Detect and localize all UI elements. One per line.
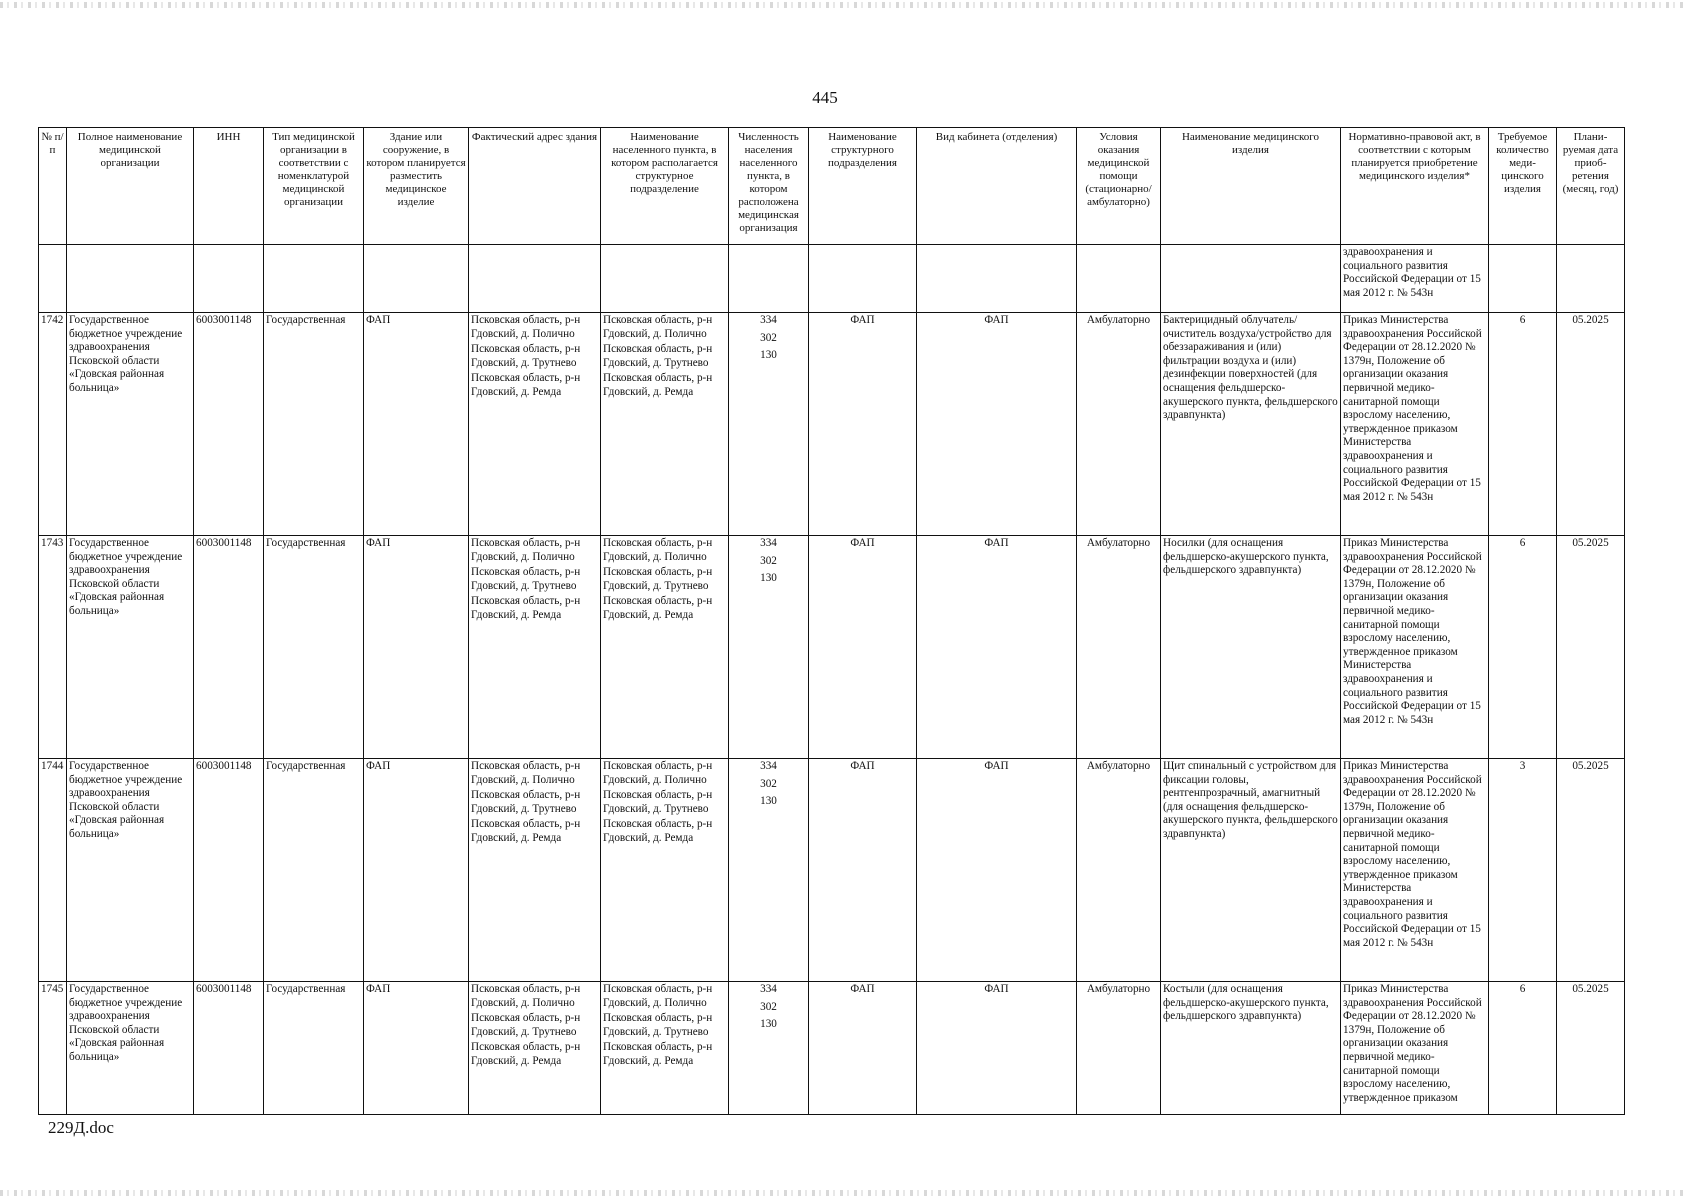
address-line: Псковская область, р-н Гдовский, д. Полично: [603, 983, 713, 1009]
building: ФАП: [364, 982, 469, 1115]
population-value: 130: [760, 795, 777, 808]
address-line: Псковская область, р-н Гдовский, д. Ремда: [471, 372, 581, 398]
building: ФАП: [364, 536, 469, 759]
population-value: 302: [760, 1000, 777, 1013]
population-value: 334: [760, 314, 777, 326]
address-line: Псковская область, р-н Гдовский, д. Полично: [603, 314, 713, 340]
actual-address: [469, 982, 601, 1115]
cabinet-type: ФАП: [917, 759, 1077, 982]
legal-act: Приказ Министерства здравоохранения Российской Федерации от 28.12.2020 № 1379н, Положение об организации оказания первичной медико-санитарной помощи взрослому населению, утвержденное приказом Министерства здравоохранения и социального развития Российской Федерации от 15 мая 2012 г. № 543н: [1341, 536, 1489, 759]
header-cell: Численность населения населенного пункта, в котором расположена медицинская организация: [729, 128, 809, 245]
structural-unit: ФАП: [809, 982, 917, 1115]
quantity: 3: [1489, 759, 1557, 982]
address-line: Псковская область, р-н Гдовский, д. Ремда: [471, 595, 581, 621]
care-conditions: Амбулаторно: [1077, 759, 1161, 982]
planned-date: 05.2025: [1557, 759, 1625, 982]
address-line: Псковская область, р-н Гдовский, д. Трутнево: [471, 789, 581, 815]
planned-date: 05.2025: [1557, 982, 1625, 1115]
device-name: Щит спинальный с устройством для фиксации головы, рентгенпрозрачный, амагнитный (для оснащения фельдшерско-акушерского пункта, фельдшерского здравпункта): [1161, 759, 1341, 982]
org-type: Государственная: [264, 313, 364, 536]
inn: 6003001148: [194, 313, 264, 536]
quantity: 6: [1489, 536, 1557, 759]
cabinet-type: ФАП: [917, 982, 1077, 1115]
care-conditions: Амбулаторно: [1077, 536, 1161, 759]
population-value: 302: [760, 331, 777, 344]
org-name: Государственное бюджетное учреждение здравоохранения Псковской области «Гдовская районная больница»: [67, 982, 194, 1115]
header-cell: Наименование населенного пункта, в котором располагается структурное подразделение: [601, 128, 729, 245]
header-cell: Вид кабинета (отделения): [917, 128, 1077, 245]
device-name: Носилки (для оснащения фельдшерско-акушерского пункта, фельдшерского здравпункта): [1161, 536, 1341, 759]
org-name: Государственное бюджетное учреждение здравоохранения Псковской области «Гдовская районная больница»: [67, 536, 194, 759]
header-cell: Требуемое количество меди-цинского изделия: [1489, 128, 1557, 245]
building: ФАП: [364, 759, 469, 982]
org-type: Государственная: [264, 982, 364, 1115]
legal-act: Приказ Министерства здравоохранения Российской Федерации от 28.12.2020 № 1379н, Положение об организации оказания первичной медико-санитарной помощи взрослому населению, утвержденное приказом: [1341, 982, 1489, 1115]
address-line: Псковская область, р-н Гдовский, д. Полично: [603, 537, 713, 563]
address-line: Псковская область, р-н Гдовский, д. Трутнево: [471, 1012, 581, 1038]
header-cell: № п/п: [39, 128, 67, 245]
population-value: 302: [760, 554, 777, 567]
address-line: Псковская область, р-н Гдовский, д. Трутнево: [603, 1012, 713, 1038]
header-cell: ИНН: [194, 128, 264, 245]
org-type: Государственная: [264, 759, 364, 982]
org-name: Государственное бюджетное учреждение здравоохранения Псковской области «Гдовская районная больница»: [67, 313, 194, 536]
row-number: 1744: [39, 759, 67, 982]
device-name: Костыли (для оснащения фельдшерско-акушерского пункта, фельдшерского здравпункта): [1161, 982, 1341, 1115]
inn: 6003001148: [194, 982, 264, 1115]
table-header-row: [39, 128, 1625, 245]
cabinet-type: ФАП: [917, 313, 1077, 536]
population: [729, 759, 809, 982]
structural-unit: ФАП: [809, 536, 917, 759]
scan-edge-top: [0, 2, 1686, 8]
footer-filename: 229Д.doc: [48, 1118, 114, 1137]
population-value: 130: [760, 1018, 777, 1031]
quantity: 6: [1489, 982, 1557, 1115]
org-type: Государственная: [264, 536, 364, 759]
header-cell: Условия оказания медицинской помощи (стационарно/ амбулаторно): [1077, 128, 1161, 245]
continuation-row: [39, 245, 1625, 313]
address-line: Псковская область, р-н Гдовский, д. Ремда: [603, 818, 713, 844]
planned-date: 05.2025: [1557, 536, 1625, 759]
address-line: Псковская область, р-н Гдовский, д. Ремда: [603, 1041, 713, 1067]
address-line: Псковская область, р-н Гдовский, д. Ремда: [603, 595, 713, 621]
inn: 6003001148: [194, 759, 264, 982]
continuation-act: здравоохранения и социального развития Российской Федерации от 15 мая 2012 г. № 543н: [1341, 245, 1489, 313]
scan-edge-bottom: [0, 1190, 1686, 1196]
population: [729, 982, 809, 1115]
address-line: Псковская область, р-н Гдовский, д. Полично: [603, 760, 713, 786]
population-value: 302: [760, 777, 777, 790]
header-cell: Фактический адрес здания: [469, 128, 601, 245]
actual-address: [469, 536, 601, 759]
population-value: 130: [760, 572, 777, 585]
page-number: 445: [812, 88, 838, 107]
address-line: Псковская область, р-н Гдовский, д. Полично: [471, 983, 581, 1009]
inn: 6003001148: [194, 536, 264, 759]
address-line: Псковская область, р-н Гдовский, д. Ремда: [471, 818, 581, 844]
header-cell: Полное наименование медицинской организации: [67, 128, 194, 245]
legal-act: Приказ Министерства здравоохранения Российской Федерации от 28.12.2020 № 1379н, Положение об организации оказания первичной медико-санитарной помощи взрослому населению, утвержденное приказом Министерства здравоохранения и социального развития Российской Федерации от 15 мая 2012 г. № 543н: [1341, 759, 1489, 982]
actual-address: [469, 313, 601, 536]
address-line: Псковская область, р-н Гдовский, д. Трутнево: [471, 566, 581, 592]
care-conditions: Амбулаторно: [1077, 982, 1161, 1115]
quantity: 6: [1489, 313, 1557, 536]
address-line: Псковская область, р-н Гдовский, д. Полично: [471, 314, 581, 340]
legal-act: Приказ Министерства здравоохранения Российской Федерации от 28.12.2020 № 1379н, Положение об организации оказания первичной медико-санитарной помощи взрослому населению, утвержденное приказом Министерства здравоохранения и социального развития Российской Федерации от 15 мая 2012 г. № 543н: [1341, 313, 1489, 536]
population-value: 130: [760, 349, 777, 362]
settlement-name: [601, 536, 729, 759]
header-cell: Наименование медицинского изделия: [1161, 128, 1341, 245]
table-row: [39, 536, 1625, 759]
equipment-table: [38, 127, 1625, 1115]
address-line: Псковская область, р-н Гдовский, д. Полично: [471, 537, 581, 563]
address-line: Псковская область, р-н Гдовский, д. Ремда: [471, 1041, 581, 1067]
header-cell: Тип медицинской организации в соответствии с номенклатурой медицинской организации: [264, 128, 364, 245]
org-name: Государственное бюджетное учреждение здравоохранения Псковской области «Гдовская районная больница»: [67, 759, 194, 982]
planned-date: 05.2025: [1557, 313, 1625, 536]
actual-address: [469, 759, 601, 982]
address-line: Псковская область, р-н Гдовский, д. Полично: [471, 760, 581, 786]
address-line: Псковская область, р-н Гдовский, д. Трутнево: [603, 566, 713, 592]
row-number: 1742: [39, 313, 67, 536]
device-name: Бактерицидный облучатель/очиститель воздуха/устройство для обеззараживания и (или) фильтрации воздуха и (или) дезинфекции поверхностей (для оснащения фельдшерско-акушерского пункта, фельдшерского здравпункта): [1161, 313, 1341, 536]
table-row: [39, 759, 1625, 982]
structural-unit: ФАП: [809, 759, 917, 982]
table-row: [39, 313, 1625, 536]
settlement-name: [601, 759, 729, 982]
address-line: Псковская область, р-н Гдовский, д. Ремда: [603, 372, 713, 398]
population: [729, 536, 809, 759]
care-conditions: Амбулаторно: [1077, 313, 1161, 536]
population-value: 334: [760, 760, 777, 772]
header-cell: Нормативно-правовой акт, в соответствии с которым планируется приобретение медицинского изделия*: [1341, 128, 1489, 245]
settlement-name: [601, 313, 729, 536]
row-number: 1745: [39, 982, 67, 1115]
header-cell: Здание или сооружение, в котором планируется разместить медицинское изделие: [364, 128, 469, 245]
address-line: Псковская область, р-н Гдовский, д. Трутнево: [471, 343, 581, 369]
table-row: [39, 982, 1625, 1115]
population-value: 334: [760, 983, 777, 995]
settlement-name: [601, 982, 729, 1115]
building: ФАП: [364, 313, 469, 536]
address-line: Псковская область, р-н Гдовский, д. Трутнево: [603, 789, 713, 815]
address-line: Псковская область, р-н Гдовский, д. Трутнево: [603, 343, 713, 369]
header-cell: Плани-руемая дата приоб-ретения (месяц, год): [1557, 128, 1625, 245]
cabinet-type: ФАП: [917, 536, 1077, 759]
structural-unit: ФАП: [809, 313, 917, 536]
header-cell: Наименование структурного подразделения: [809, 128, 917, 245]
population-value: 334: [760, 537, 777, 549]
population: [729, 313, 809, 536]
row-number: 1743: [39, 536, 67, 759]
